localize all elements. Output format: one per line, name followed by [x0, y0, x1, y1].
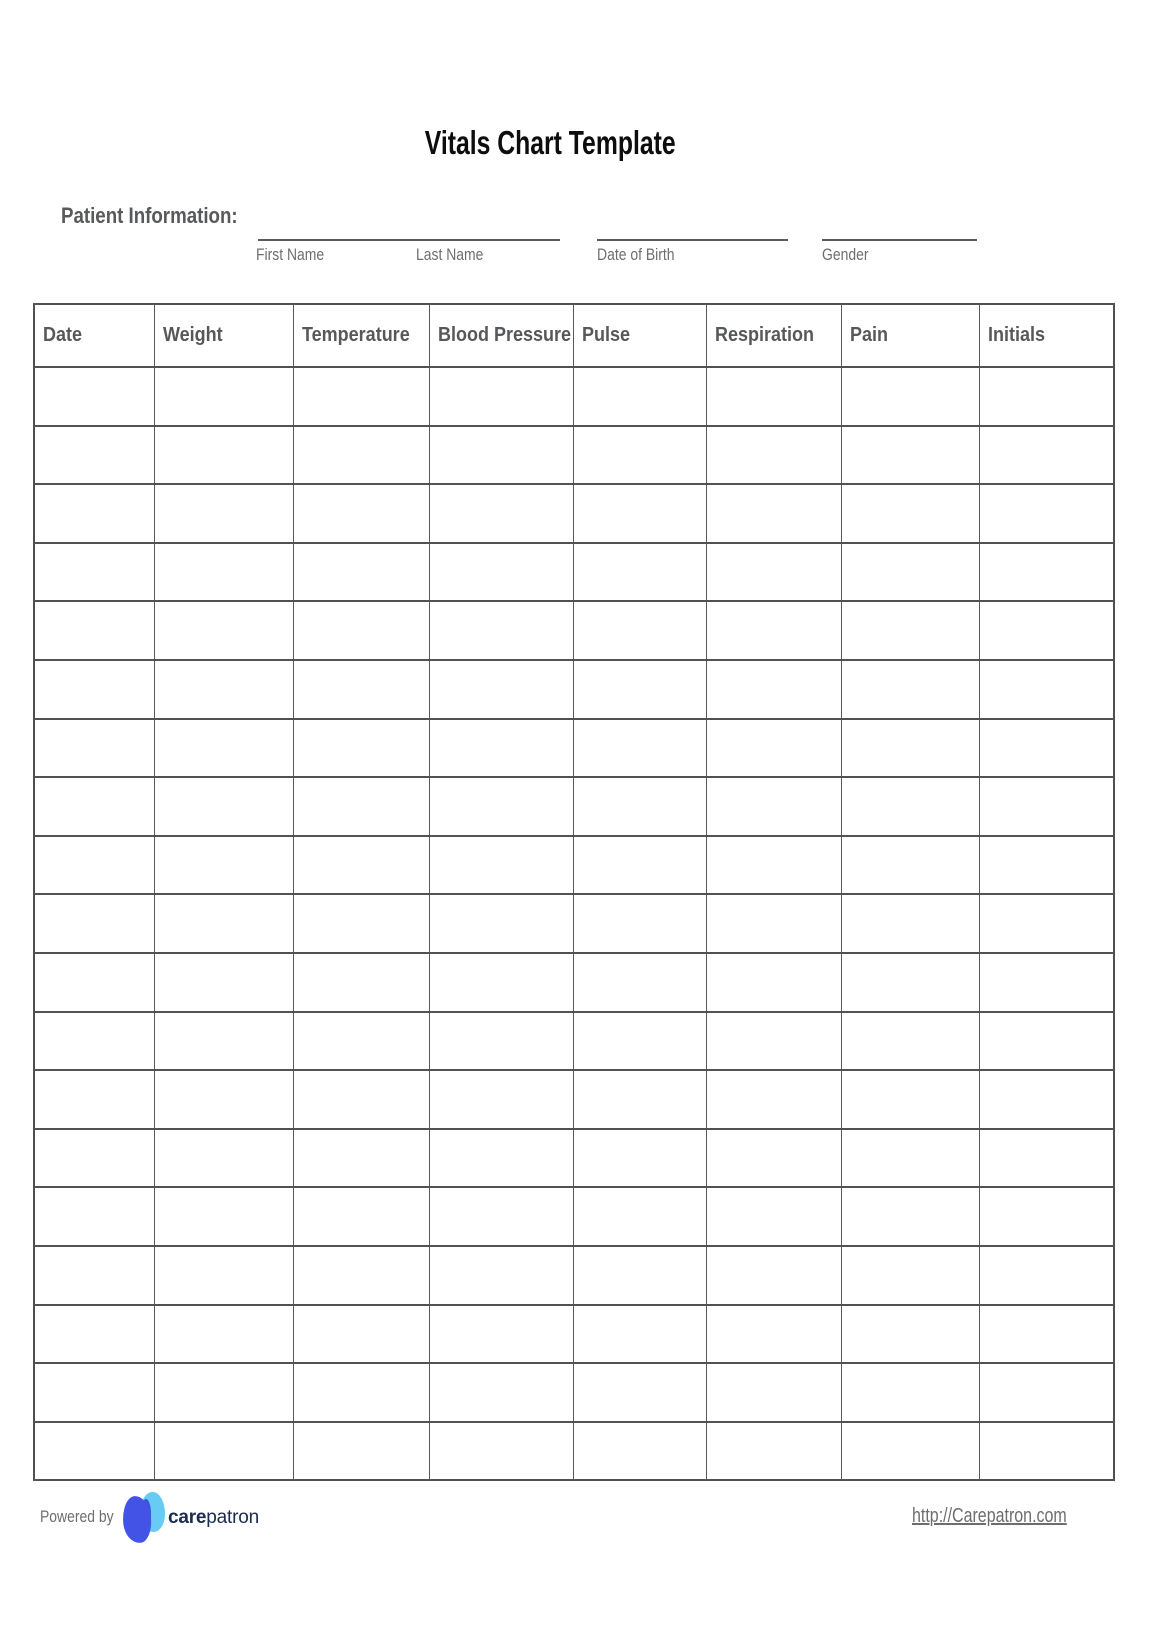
table-cell[interactable] — [34, 1129, 154, 1188]
table-cell[interactable] — [573, 1305, 706, 1364]
table-cell[interactable] — [34, 1422, 154, 1481]
table-cell[interactable] — [979, 426, 1114, 485]
table-cell[interactable] — [979, 484, 1114, 543]
table-cell[interactable] — [429, 1363, 573, 1422]
table-cell[interactable] — [706, 1187, 841, 1246]
table-cell[interactable] — [706, 426, 841, 485]
table-row — [34, 1012, 1114, 1071]
table-cell[interactable] — [429, 777, 573, 836]
table-cell[interactable] — [34, 894, 154, 953]
table-cell[interactable] — [34, 1012, 154, 1071]
table-row — [34, 1246, 1114, 1305]
table-row — [34, 1129, 1114, 1188]
table-cell[interactable] — [841, 1305, 979, 1364]
table-cell[interactable] — [979, 1363, 1114, 1422]
vitals-table-body — [34, 367, 1114, 1480]
table-cell[interactable] — [429, 719, 573, 778]
table-cell[interactable] — [293, 1246, 429, 1305]
table-row — [34, 1422, 1114, 1481]
page-title — [0, 124, 1100, 162]
table-cell[interactable] — [841, 543, 979, 602]
table-cell[interactable] — [429, 660, 573, 719]
table-header-row — [34, 304, 1114, 367]
page-title-text: Vitals Chart Template — [424, 124, 676, 162]
table-cell[interactable] — [154, 894, 293, 953]
table-cell[interactable] — [979, 894, 1114, 953]
table-cell[interactable] — [979, 1012, 1114, 1071]
table-cell[interactable] — [293, 953, 429, 1012]
table-cell[interactable] — [706, 1012, 841, 1071]
table-row — [34, 836, 1114, 895]
table-row — [34, 953, 1114, 1012]
table-cell[interactable] — [293, 1070, 429, 1129]
table-cell[interactable] — [429, 426, 573, 485]
table-cell[interactable] — [841, 367, 979, 426]
table-cell[interactable] — [979, 1422, 1114, 1481]
table-cell[interactable] — [841, 777, 979, 836]
table-cell[interactable] — [706, 1422, 841, 1481]
table-cell[interactable] — [154, 1422, 293, 1481]
table-cell[interactable] — [841, 1129, 979, 1188]
table-cell[interactable] — [979, 1070, 1114, 1129]
table-cell[interactable] — [841, 660, 979, 719]
table-cell[interactable] — [429, 484, 573, 543]
gender-input-line[interactable] — [822, 239, 977, 241]
table-cell[interactable] — [573, 719, 706, 778]
table-cell[interactable] — [154, 367, 293, 426]
table-cell[interactable] — [573, 1012, 706, 1071]
table-cell[interactable] — [34, 1246, 154, 1305]
table-cell[interactable] — [154, 719, 293, 778]
table-cell[interactable] — [573, 1363, 706, 1422]
column-header-initials: Initials — [979, 304, 1114, 367]
table-cell[interactable] — [706, 1129, 841, 1188]
table-cell[interactable] — [706, 719, 841, 778]
table-cell[interactable] — [34, 484, 154, 543]
table-cell[interactable] — [841, 1187, 979, 1246]
column-header-respiration: Respiration — [706, 304, 841, 367]
table-cell[interactable] — [979, 1246, 1114, 1305]
table-row — [34, 1187, 1114, 1246]
table-cell[interactable] — [293, 426, 429, 485]
last-name-label: Last Name — [416, 245, 484, 264]
table-cell[interactable] — [979, 1129, 1114, 1188]
table-cell[interactable] — [573, 1422, 706, 1481]
first-name-label: First Name — [256, 245, 325, 264]
table-cell[interactable] — [979, 367, 1114, 426]
table-cell[interactable] — [573, 894, 706, 953]
table-cell[interactable] — [429, 953, 573, 1012]
table-cell[interactable] — [154, 1246, 293, 1305]
column-header-temperature: Temperature — [293, 304, 429, 367]
date-of-birth-input-line[interactable] — [597, 239, 788, 241]
table-cell[interactable] — [841, 426, 979, 485]
table-cell[interactable] — [706, 1070, 841, 1129]
table-cell[interactable] — [429, 1070, 573, 1129]
table-cell[interactable] — [573, 426, 706, 485]
table-cell[interactable] — [573, 1246, 706, 1305]
table-cell[interactable] — [706, 836, 841, 895]
table-cell[interactable] — [293, 1129, 429, 1188]
column-header-date: Date — [34, 304, 154, 367]
table-cell[interactable] — [706, 543, 841, 602]
table-cell[interactable] — [841, 836, 979, 895]
table-cell[interactable] — [34, 601, 154, 660]
table-cell[interactable] — [34, 777, 154, 836]
table-cell[interactable] — [154, 601, 293, 660]
column-header-pain: Pain — [841, 304, 979, 367]
table-cell[interactable] — [841, 1012, 979, 1071]
table-row — [34, 1363, 1114, 1422]
table-cell[interactable] — [34, 836, 154, 895]
table-cell[interactable] — [429, 1187, 573, 1246]
patient-information-label: Patient Information: — [61, 203, 238, 228]
table-cell[interactable] — [841, 1422, 979, 1481]
table-cell[interactable] — [293, 484, 429, 543]
table-cell[interactable] — [841, 1070, 979, 1129]
vitals-table — [33, 303, 1115, 1481]
carepatron-logo — [122, 1491, 282, 1545]
table-cell[interactable] — [706, 777, 841, 836]
table-cell[interactable] — [429, 1246, 573, 1305]
table-cell[interactable] — [34, 367, 154, 426]
table-cell[interactable] — [429, 1422, 573, 1481]
carepatron-wordmark: carepatron — [168, 1507, 259, 1528]
table-row — [34, 660, 1114, 719]
table-cell[interactable] — [573, 601, 706, 660]
table-cell[interactable] — [154, 777, 293, 836]
table-cell[interactable] — [841, 894, 979, 953]
gender-label: Gender — [822, 245, 869, 264]
table-cell[interactable] — [154, 1012, 293, 1071]
table-row — [34, 601, 1114, 660]
table-cell[interactable] — [706, 1363, 841, 1422]
table-cell[interactable] — [706, 601, 841, 660]
table-cell[interactable] — [841, 1363, 979, 1422]
powered-by-label: Powered by — [40, 1507, 114, 1526]
table-cell[interactable] — [979, 660, 1114, 719]
table-cell[interactable] — [706, 484, 841, 543]
name-input-line[interactable] — [258, 239, 560, 241]
table-cell[interactable] — [293, 777, 429, 836]
table-cell[interactable] — [573, 1187, 706, 1246]
table-cell[interactable] — [429, 1129, 573, 1188]
table-cell[interactable] — [293, 1305, 429, 1364]
table-cell[interactable] — [841, 953, 979, 1012]
table-cell[interactable] — [154, 426, 293, 485]
table-cell[interactable] — [573, 1129, 706, 1188]
table-cell[interactable] — [34, 1363, 154, 1422]
table-cell[interactable] — [34, 953, 154, 1012]
table-cell[interactable] — [979, 953, 1114, 1012]
table-cell[interactable] — [841, 601, 979, 660]
table-row — [34, 1070, 1114, 1129]
table-cell[interactable] — [429, 601, 573, 660]
table-cell[interactable] — [293, 367, 429, 426]
table-cell[interactable] — [293, 836, 429, 895]
table-cell[interactable] — [34, 1305, 154, 1364]
table-row — [34, 894, 1114, 953]
table-cell[interactable] — [154, 953, 293, 1012]
table-cell[interactable] — [293, 543, 429, 602]
table-cell[interactable] — [573, 660, 706, 719]
table-cell[interactable] — [293, 894, 429, 953]
table-cell[interactable] — [979, 543, 1114, 602]
table-cell[interactable] — [293, 601, 429, 660]
table-row — [34, 426, 1114, 485]
column-header-weight: Weight — [154, 304, 293, 367]
table-cell[interactable] — [979, 719, 1114, 778]
table-cell[interactable] — [293, 1422, 429, 1481]
table-row — [34, 1305, 1114, 1364]
table-cell[interactable] — [154, 1070, 293, 1129]
table-cell[interactable] — [706, 1246, 841, 1305]
table-cell[interactable] — [841, 1246, 979, 1305]
table-cell[interactable] — [34, 543, 154, 602]
table-cell[interactable] — [841, 719, 979, 778]
table-cell[interactable] — [429, 543, 573, 602]
table-cell[interactable] — [706, 953, 841, 1012]
table-cell[interactable] — [154, 1363, 293, 1422]
table-cell[interactable] — [573, 953, 706, 1012]
table-cell[interactable] — [979, 836, 1114, 895]
table-cell[interactable] — [573, 1070, 706, 1129]
column-header-pulse: Pulse — [573, 304, 706, 367]
table-cell[interactable] — [154, 660, 293, 719]
table-cell[interactable] — [429, 836, 573, 895]
table-row — [34, 777, 1114, 836]
table-cell[interactable] — [154, 836, 293, 895]
table-cell[interactable] — [154, 1129, 293, 1188]
table-cell[interactable] — [293, 660, 429, 719]
table-cell[interactable] — [34, 426, 154, 485]
table-cell[interactable] — [293, 1187, 429, 1246]
date-of-birth-label: Date of Birth — [597, 245, 675, 264]
carepatron-website-link[interactable]: http://Carepatron.com — [912, 1505, 1067, 1527]
table-cell[interactable] — [293, 1363, 429, 1422]
table-cell[interactable] — [979, 1305, 1114, 1364]
table-cell[interactable] — [34, 660, 154, 719]
table-cell[interactable] — [429, 367, 573, 426]
table-cell[interactable] — [154, 543, 293, 602]
table-cell[interactable] — [154, 1187, 293, 1246]
table-cell[interactable] — [573, 367, 706, 426]
table-cell[interactable] — [573, 836, 706, 895]
table-cell[interactable] — [979, 777, 1114, 836]
table-cell[interactable] — [34, 1187, 154, 1246]
table-cell[interactable] — [34, 719, 154, 778]
table-cell[interactable] — [706, 367, 841, 426]
table-cell[interactable] — [34, 1070, 154, 1129]
table-cell[interactable] — [429, 894, 573, 953]
table-cell[interactable] — [706, 660, 841, 719]
table-cell[interactable] — [573, 777, 706, 836]
table-row — [34, 543, 1114, 602]
table-row — [34, 484, 1114, 543]
table-cell[interactable] — [706, 1305, 841, 1364]
table-cell[interactable] — [573, 484, 706, 543]
table-cell[interactable] — [293, 1012, 429, 1071]
table-cell[interactable] — [154, 1305, 293, 1364]
table-cell[interactable] — [573, 543, 706, 602]
table-cell[interactable] — [841, 484, 979, 543]
table-cell[interactable] — [979, 1187, 1114, 1246]
table-cell[interactable] — [979, 601, 1114, 660]
column-header-blood-pressure: Blood Pressure — [429, 304, 573, 367]
table-cell[interactable] — [154, 484, 293, 543]
table-cell[interactable] — [429, 1012, 573, 1071]
table-row — [34, 367, 1114, 426]
table-cell[interactable] — [293, 719, 429, 778]
table-cell[interactable] — [706, 894, 841, 953]
table-row — [34, 719, 1114, 778]
table-cell[interactable] — [429, 1305, 573, 1364]
